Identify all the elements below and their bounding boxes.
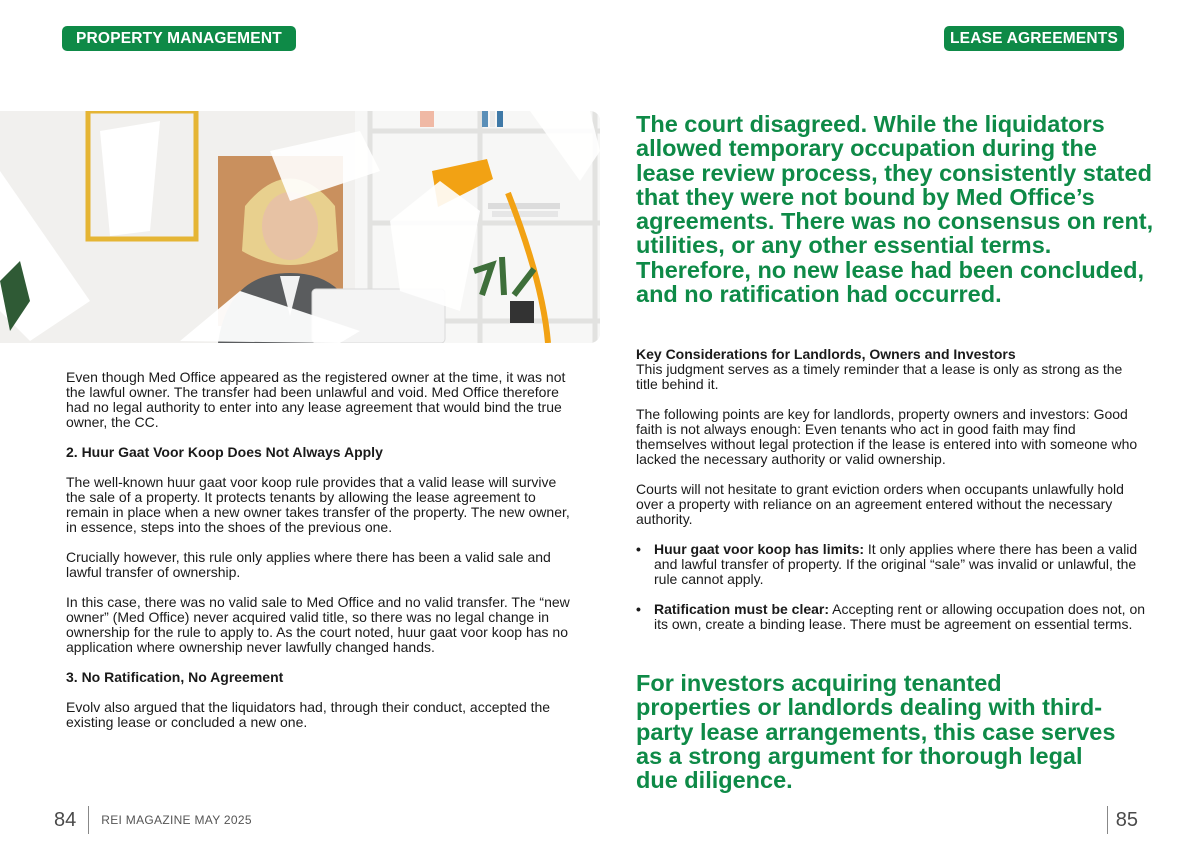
magazine-issue: REI MAGAZINE MAY 2025 <box>101 813 252 827</box>
right-paragraph-2: The following points are key for landlords, property owners and investors: Good faith is not always enough: Even tenants who act in good faith may find themselves without legal protection if the lease is entered into with someone who lacked the necessary authority or valid ownership. <box>636 406 1138 467</box>
page-number-right: 85 <box>1115 808 1138 831</box>
pull-quote-top: The court disagreed. While the liquidators allowed temporary occupation during the lease review process, they consistently stated that they were not bound by Med Office’s agreements. There was no consensus on rent, utilities, or any other essential terms. Therefore, no new lease had been concluded, and no ratification had occurred. <box>636 111 1154 308</box>
left-paragraph-5: Evolv also argued that the liquidators had, through their conduct, accepted the existing lease or concluded a new one. <box>66 699 551 730</box>
bullet-item <box>636 542 1146 587</box>
pull-quote-bottom: For investors acquiring tenanted properties or landlords dealing with third-party lease arrangements, this case serves as a strong argument for thorough legal due diligence. <box>636 670 1116 794</box>
left-paragraph-2: The well-known huur gaat voor koop rule provides that a valid lease will survive the sale of a property. It protects tenants by allowing the lease agreement to remain in place when a new owner takes transfer of the property. The new owner, in essence, steps into the shoes of the previous one. <box>66 474 570 535</box>
bullet-text: Accepting rent or allowing occupation does not, on its own, create a binding lease. There must be agreement on essential terms. <box>654 601 1146 632</box>
left-paragraph-4: In this case, there was no valid sale to Med Office and no valid transfer. The “new owner” (Med Office) never acquired valid title, so there was no legal change in ownership for the rule to apply to. As the court noted, huur gaat voor koop has no application where ownership never lawfully changed hands. <box>66 594 570 655</box>
section-tag-lease-agreements: LEASE AGREEMENTS <box>944 26 1124 51</box>
left-paragraph-1: Even though Med Office appeared as the registered owner at the time, it was not the lawful owner. The transfer had been unlawful and void. Med Office therefore had no legal authority to enter into any lease agreement that would bind the true owner, the CC. <box>66 369 566 430</box>
key-considerations-heading: Key Considerations for Landlords, Owners and Investors <box>636 346 1016 362</box>
left-subheading-2: 2. Huur Gaat Voor Koop Does Not Always Apply <box>66 444 383 460</box>
bullet-bold-lead: Huur gaat voor koop has limits: <box>654 541 865 557</box>
left-subheading-3: 3. No Ratification, No Agreement <box>66 669 284 685</box>
bullet-text: It only applies where there has been a valid and lawful transfer of property. If the original “sale” was invalid or unlawful, the rule cannot apply. <box>654 541 1138 587</box>
article-photo <box>0 111 600 343</box>
section-tag-property-management: PROPERTY MANAGEMENT <box>62 26 296 51</box>
footer-divider <box>1107 806 1108 834</box>
bullet-bold-lead: Ratification must be clear: <box>654 601 830 617</box>
right-paragraph-1: This judgment serves as a timely reminder that a lease is only as strong as the title behind it. <box>636 361 1123 392</box>
left-paragraph-3: Crucially however, this rule only applies where there has been a valid sale and lawful transfer of ownership. <box>66 549 551 580</box>
left-article-column <box>66 370 576 745</box>
footer-left <box>54 805 252 835</box>
footer-divider <box>88 806 89 834</box>
bullet-item <box>636 602 1146 632</box>
right-paragraph-3: Courts will not hesitate to grant eviction orders when occupants unlawfully hold over a property with reliance on an agreement entered without the necessary authority. <box>636 481 1124 527</box>
page-number-left: 84 <box>54 808 77 831</box>
footer-right <box>1107 805 1138 835</box>
right-article-column <box>636 347 1146 647</box>
